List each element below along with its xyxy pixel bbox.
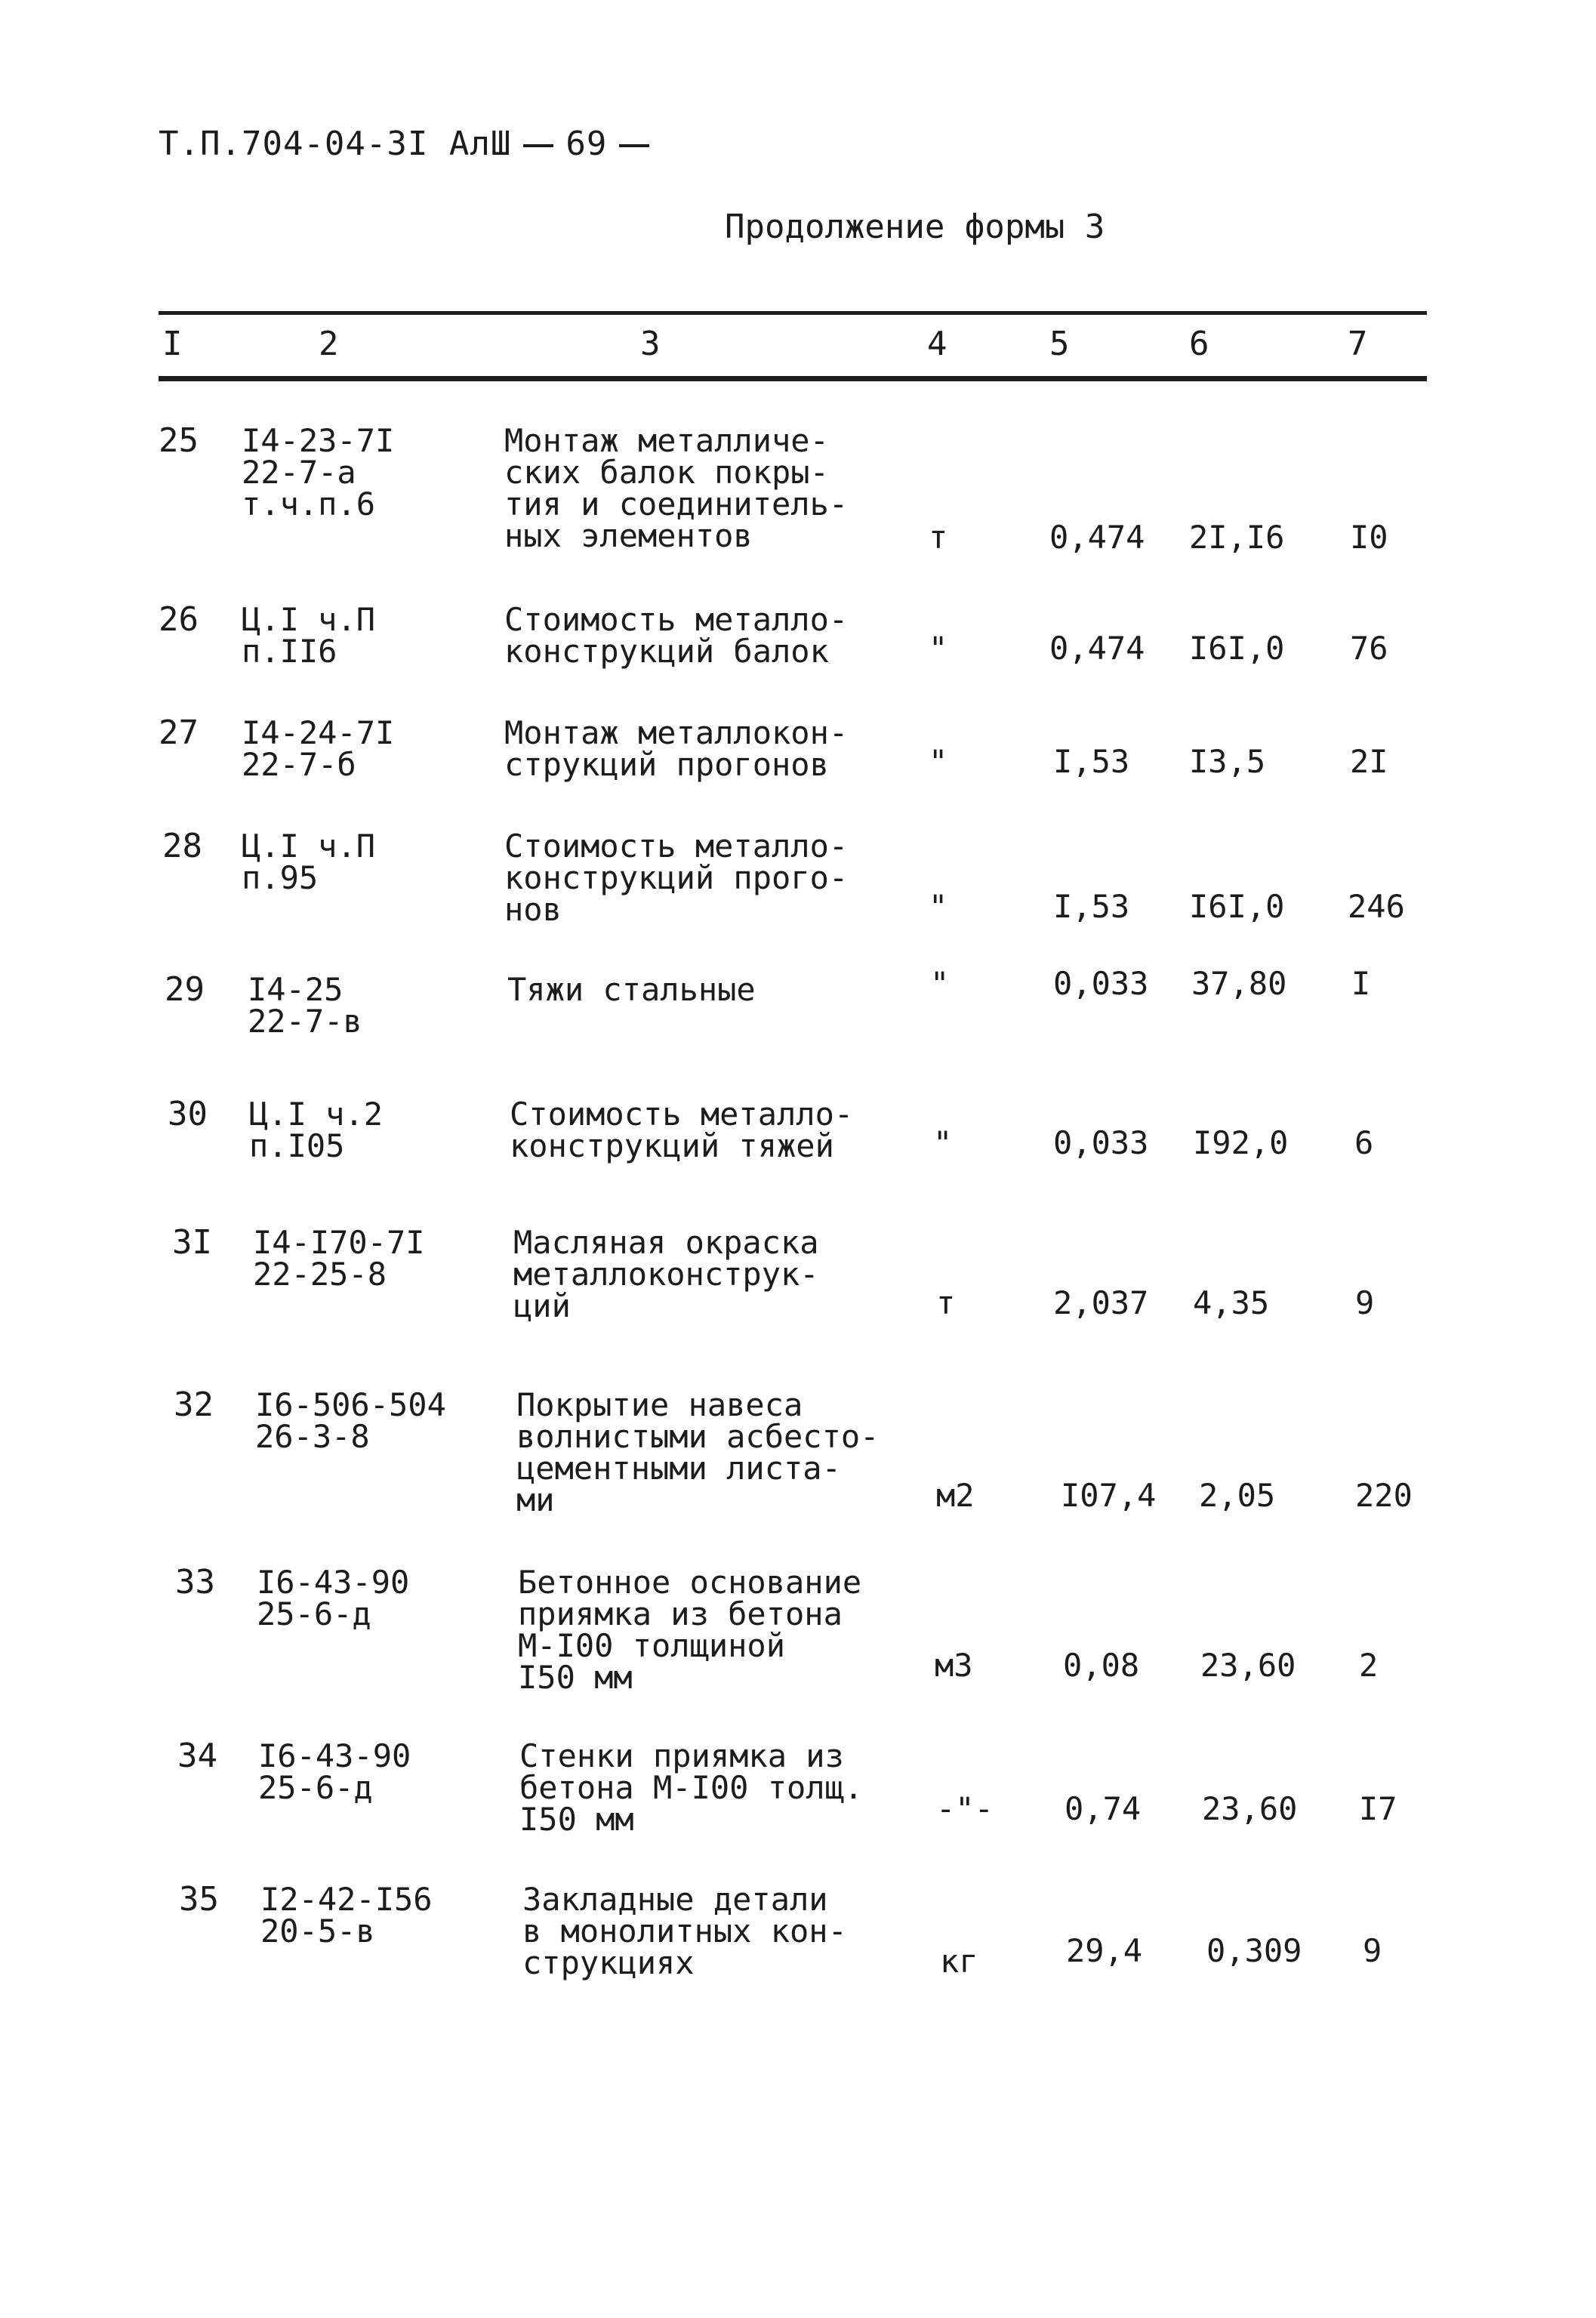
work-description: Монтаж металлокон- струкций прогонов: [504, 714, 849, 783]
row-number: 3I: [172, 1223, 212, 1262]
unit: -"-: [936, 1790, 994, 1827]
quantity: I,53: [1053, 743, 1130, 780]
table-header-rule: [159, 376, 1427, 381]
column-header-4: 4: [927, 325, 947, 363]
norm-code: I4-24-7I 22-7-б: [242, 714, 395, 783]
row-number: 27: [159, 714, 199, 752]
total-cost: 9: [1355, 1284, 1375, 1321]
unit: т: [936, 1284, 956, 1321]
unit: т: [929, 519, 948, 556]
quantity: 0,033: [1053, 1124, 1149, 1161]
column-header-5: 5: [1049, 325, 1070, 363]
work-description: Стенки приямка из бетона М-I00 толщ. I50 мм: [519, 1737, 864, 1838]
row-number: 33: [175, 1563, 215, 1601]
unit-price: 0,309: [1206, 1932, 1302, 1969]
unit-price: 23,60: [1200, 1647, 1296, 1684]
norm-code: I2-42-I56 20-5-в: [260, 1881, 433, 1950]
quantity: 0,74: [1065, 1790, 1142, 1827]
unit-price: 2,05: [1199, 1477, 1276, 1514]
work-description: Стоимость металло- конструкций балок: [504, 601, 849, 670]
unit-price: I6I,0: [1189, 630, 1285, 667]
quantity: 0,08: [1063, 1647, 1140, 1684]
total-cost: 6: [1354, 1124, 1374, 1161]
column-header-1: I: [162, 325, 183, 363]
separator-dash: [523, 144, 553, 147]
row-number: 26: [159, 600, 199, 639]
row-number: 25: [159, 421, 199, 460]
unit: кг: [940, 1943, 978, 1980]
unit-price: 4,35: [1193, 1284, 1270, 1321]
document-code-text: Т.П.704-04-3I АлШ: [159, 125, 512, 163]
unit: ": [929, 743, 948, 780]
unit: м2: [936, 1477, 975, 1514]
total-cost: 220: [1355, 1477, 1413, 1514]
column-header-2: 2: [319, 325, 339, 363]
form-continuation-title: Продолжение формы 3: [725, 208, 1105, 246]
work-description: Покрытие навеса волнистыми асбесто- цементными листа- ми: [516, 1386, 880, 1518]
norm-code: Ц.I ч.П п.II6: [242, 601, 376, 670]
quantity: 0,474: [1049, 630, 1145, 667]
norm-code: I4-23-7I 22-7-а т.ч.п.6: [242, 422, 395, 522]
total-cost: 246: [1348, 888, 1405, 925]
quantity: 0,033: [1053, 965, 1149, 1002]
norm-code: I6-43-90 25-6-д: [257, 1564, 410, 1632]
row-number: 32: [174, 1386, 214, 1424]
unit: ": [930, 965, 950, 1002]
work-description: Стоимость металло- конструкций тяжей: [510, 1096, 854, 1164]
norm-code: Ц.I ч.2 п.I05: [249, 1096, 384, 1164]
unit: ": [929, 630, 948, 667]
total-cost: 76: [1350, 630, 1388, 667]
total-cost: 2: [1359, 1647, 1379, 1684]
quantity: 0,474: [1049, 519, 1145, 556]
work-description: Бетонное основание приямка из бетона М-I00 толщиной I50 мм: [518, 1564, 862, 1696]
page-number: 69: [565, 125, 608, 163]
work-description: Тяжи стальные: [507, 971, 756, 1008]
norm-code: I4-25 22-7-в: [248, 971, 362, 1040]
total-cost: 2I: [1350, 743, 1388, 780]
norm-code: I4-I70-7I 22-25-8: [253, 1224, 425, 1293]
unit-price: I3,5: [1189, 743, 1266, 780]
row-number: 29: [165, 970, 205, 1009]
work-description: Монтаж металличе- ских балок покры- тия и соединитель- ных элементов: [504, 422, 849, 554]
row-number: 30: [168, 1095, 208, 1133]
separator-dash: [619, 144, 649, 147]
work-description: Масляная окраска металлоконструк- ций: [513, 1224, 819, 1324]
norm-code: Ц.I ч.П п.95: [242, 828, 376, 896]
unit: ": [929, 888, 948, 925]
quantity: 2,037: [1053, 1284, 1149, 1321]
quantity: I,53: [1053, 888, 1130, 925]
total-cost: I: [1351, 965, 1371, 1002]
column-header-6: 6: [1189, 325, 1209, 363]
unit-price: 23,60: [1202, 1790, 1298, 1827]
quantity: 29,4: [1066, 1932, 1143, 1969]
unit-price: 37,80: [1191, 965, 1287, 1002]
work-description: Закладные детали в монолитных кон- струкциях: [522, 1881, 847, 1981]
total-cost: I7: [1359, 1790, 1397, 1827]
total-cost: 9: [1363, 1932, 1382, 1969]
row-number: 35: [179, 1880, 219, 1919]
work-description: Стоимость металло- конструкций прого- нов: [504, 828, 849, 928]
table-top-rule: [159, 311, 1427, 315]
quantity: I07,4: [1061, 1477, 1157, 1514]
norm-code: I6-506-504 26-3-8: [255, 1386, 446, 1455]
unit-price: I6I,0: [1189, 888, 1285, 925]
column-header-7: 7: [1348, 325, 1368, 363]
norm-code: I6-43-90 25-6-д: [258, 1737, 411, 1806]
row-number: 28: [162, 827, 202, 865]
document-code: [159, 125, 661, 163]
column-header-3: 3: [640, 325, 661, 363]
total-cost: I0: [1350, 519, 1388, 556]
unit: ": [933, 1124, 953, 1161]
row-number: 34: [177, 1737, 217, 1775]
unit-price: I92,0: [1193, 1124, 1289, 1161]
unit: м3: [935, 1647, 973, 1684]
unit-price: 2I,I6: [1189, 519, 1285, 556]
